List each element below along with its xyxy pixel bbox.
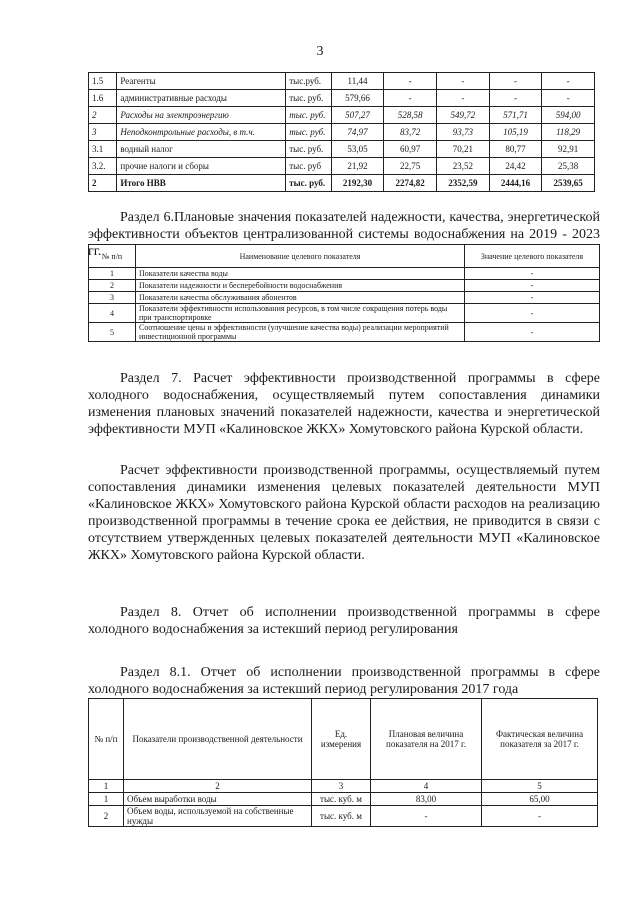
index-cell: 4 (371, 780, 482, 793)
row-unit: тыс. куб. м (312, 806, 371, 827)
page-number: 3 (316, 44, 324, 59)
row-value: 23,52 (436, 158, 489, 175)
row-unit: тыс. руб. (286, 107, 331, 124)
row-name: Объем выработки воды (124, 793, 312, 806)
row-value: - (436, 73, 489, 90)
row-name: Соотношение цены и эффективности (улучшение качества воды) реализации мероприятий инвестиционной программы (136, 323, 465, 342)
cost-table (88, 72, 595, 192)
row-value: - (465, 268, 600, 280)
row-number: 1 (89, 793, 124, 806)
row-value: - (465, 280, 600, 292)
table-row (89, 158, 595, 175)
row-value: 2539,65 (542, 175, 595, 192)
row-number: 4 (89, 304, 136, 323)
row-value: - (384, 73, 437, 90)
row-value: 22,75 (384, 158, 437, 175)
index-cell: 3 (312, 780, 371, 793)
row-value: - (542, 90, 595, 107)
row-name: Объем воды, используемой на собственные нужды (124, 806, 312, 827)
row-name: Показатели качества обслуживания абонентов (136, 292, 465, 304)
column-header: Ед. измерения (312, 699, 371, 780)
target-indicators-table (88, 244, 600, 342)
index-cell: 5 (482, 780, 598, 793)
table-row (89, 90, 595, 107)
row-name: административные расходы (117, 90, 286, 107)
row-value: 2352,59 (436, 175, 489, 192)
row-unit: тыс. руб. (286, 124, 331, 141)
table-row (89, 124, 595, 141)
row-unit: тыс. руб. (286, 141, 331, 158)
row-number: 1.6 (89, 90, 117, 107)
table-row (89, 280, 600, 292)
row-value: 60,97 (384, 141, 437, 158)
row-value: - (436, 90, 489, 107)
row-number: 5 (89, 323, 136, 342)
table-row (89, 323, 600, 342)
table-row (89, 141, 595, 158)
column-header: Значение целевого показателя (465, 245, 600, 268)
row-name: Показатели эффективности использования ресурсов, в том числе сокращения потерь воды при транспортировке (136, 304, 465, 323)
row-value: 571,71 (489, 107, 542, 124)
row-unit: тыс. руб. (286, 175, 331, 192)
row-value: 118,29 (542, 124, 595, 141)
row-name: Показатели качества воды (136, 268, 465, 280)
table-row (89, 175, 595, 192)
row-value: 92,91 (542, 141, 595, 158)
row-unit: тыс. руб. (286, 90, 331, 107)
row-number: 1.5 (89, 73, 117, 90)
row-fact: - (482, 806, 598, 827)
table-row (89, 107, 595, 124)
table-row (89, 806, 598, 827)
row-value: 528,58 (384, 107, 437, 124)
row-number: 2 (89, 175, 117, 192)
row-value: 25,38 (542, 158, 595, 175)
table-row (89, 793, 598, 806)
row-value: - (489, 73, 542, 90)
column-header: Плановая величина показателя на 2017 г. (371, 699, 482, 780)
row-name: Показатели надежности и бесперебойности водоснабжения (136, 280, 465, 292)
row-value: 24,42 (489, 158, 542, 175)
index-cell: 1 (89, 780, 124, 793)
row-value: - (489, 90, 542, 107)
row-value: 2192,30 (331, 175, 384, 192)
row-number: 2 (89, 280, 136, 292)
row-value: 11,44 (331, 73, 384, 90)
row-unit: тыс. куб. м (312, 793, 371, 806)
column-header: Наименование целевого показателя (136, 245, 465, 268)
row-number: 3.2. (89, 158, 117, 175)
row-number: 3 (89, 292, 136, 304)
table-row (89, 73, 595, 90)
row-value: 2444,16 (489, 175, 542, 192)
row-value: 83,72 (384, 124, 437, 141)
row-fact: 65,00 (482, 793, 598, 806)
row-value: 93,73 (436, 124, 489, 141)
row-name: водный налог (117, 141, 286, 158)
row-name: Расходы на электроэнергию (117, 107, 286, 124)
column-header: № п/п (89, 245, 136, 268)
section-6-heading: Раздел 6.Плановые значения показателей надежности, качества, энергетической эффективности объектов централизованной системы водоснабжения на 2019 - 2023 гг. (88, 210, 600, 259)
row-name: Итого НВВ (117, 175, 286, 192)
row-value: - (465, 304, 600, 323)
row-value: - (465, 323, 600, 342)
section-8-1-heading: Раздел 8.1. Отчет об исполнении производственной программы в сфере холодного водоснабжения за истекший период регулирования 2017 года (88, 665, 600, 697)
row-number: 2 (89, 806, 124, 827)
row-number: 2 (89, 107, 117, 124)
row-value: 594,00 (542, 107, 595, 124)
row-number: 1 (89, 268, 136, 280)
row-unit: тыс. руб (286, 158, 331, 175)
row-name: Неподконтрольные расходы, в т.ч. (117, 124, 286, 141)
section-8-heading: Раздел 8. Отчет об исполнении производственной программы в сфере холодного водоснабжения за истекший период регулирования (88, 605, 600, 637)
index-cell: 2 (124, 780, 312, 793)
section-7-body: Расчет эффективности производственной программы, осуществляемый путем сопоставления динамики изменения целевых показателей деятельности МУП «Калиновское ЖКХ» Хомутовского района Курской области расходов на реализацию производственной программы в течение срока ее действия, не приводится в связи с отсутствием утвержденных целевых показателей деятельности МУП «Калиновское ЖКХ» Хомутовского района Курской области. (88, 463, 600, 563)
column-header: Показатели производственной деятельности (124, 699, 312, 780)
row-value: 53,05 (331, 141, 384, 158)
row-value: 74,97 (331, 124, 384, 141)
row-value: 2274,82 (384, 175, 437, 192)
row-value: 507,27 (331, 107, 384, 124)
row-value: - (384, 90, 437, 107)
row-unit: тыс.руб. (286, 73, 331, 90)
table-row (89, 304, 600, 323)
row-value: - (542, 73, 595, 90)
section-7-heading: Раздел 7. Расчет эффективности производственной программы в сфере холодного водоснабжения, осуществляемый путем сопоставления динамики изменения плановых значений показателей надежности, качества и энергетической эффективности МУП «Калиновское ЖКХ» Хомутовского района Курской области. (88, 371, 600, 437)
row-name: Реагенты (117, 73, 286, 90)
column-header: № п/п (89, 699, 124, 780)
row-name: прочие налоги и сборы (117, 158, 286, 175)
row-value: - (465, 292, 600, 304)
row-value: 80,77 (489, 141, 542, 158)
report-table (88, 698, 598, 827)
column-header: Фактическая величина показателя за 2017 г. (482, 699, 598, 780)
row-value: 549,72 (436, 107, 489, 124)
row-value: 70,21 (436, 141, 489, 158)
row-number: 3.1 (89, 141, 117, 158)
row-value: 579,66 (331, 90, 384, 107)
table-row (89, 268, 600, 280)
row-value: 105,19 (489, 124, 542, 141)
row-plan: 83,00 (371, 793, 482, 806)
row-number: 3 (89, 124, 117, 141)
row-value: 21,92 (331, 158, 384, 175)
table-row (89, 292, 600, 304)
row-plan: - (371, 806, 482, 827)
